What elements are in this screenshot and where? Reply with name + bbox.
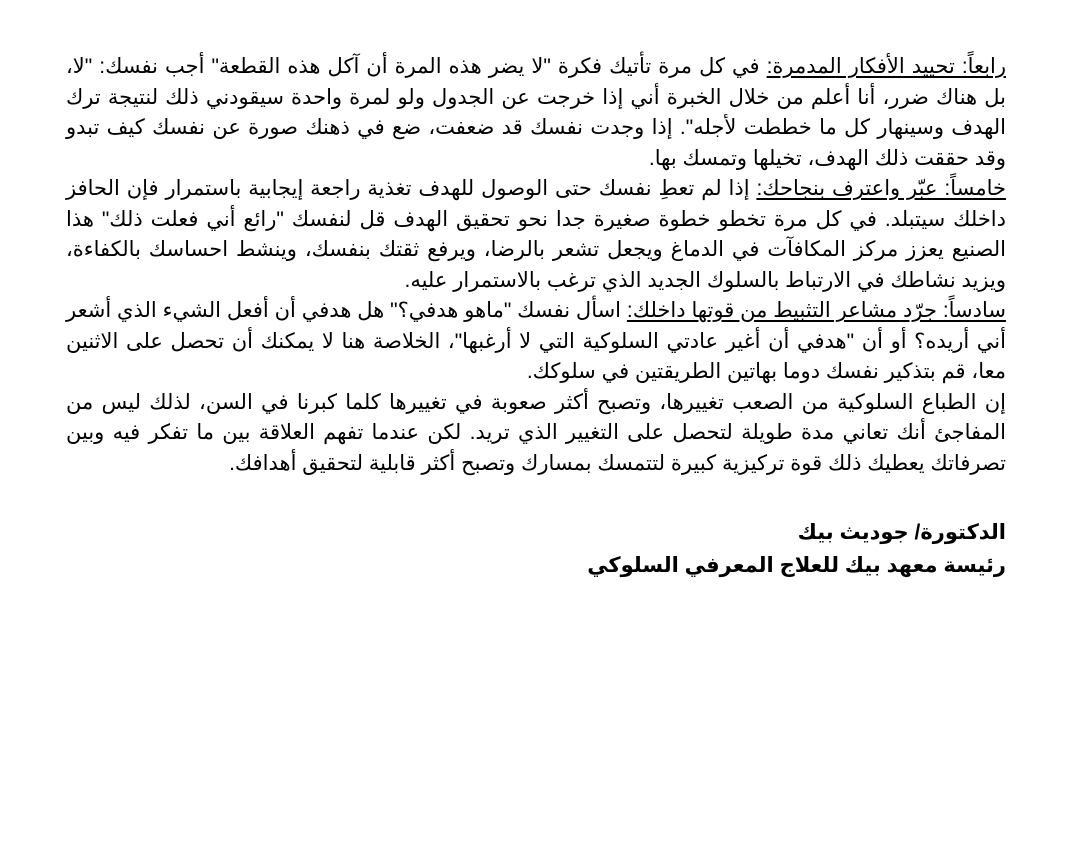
section-text: في كل مرة تأتيك فكرة "لا يضر هذه المرة أن آكل هذه القطعة" أجب نفسك: "لا، بل هناك ضرر، أنا أعلم من خلال الخبرة أني إذا خرجت عن الجدول ولو لمرة واحدة سيقودني ذلك لنتيجة ترك الهدف وسينهار كل ما خططت لأجله". إذا وجدت نفسك قد ضعفت، ضع في ذهنك صورة عن نفسك كيف تبدو وقد حققت ذلك الهدف، تخيلها وتمسك بها.	[66, 55, 1006, 170]
section-text: إذا لم تعطِ نفسك حتى الوصول للهدف تغذية راجعة إيجابية باستمرار فإن الحافز داخلك سيتبلد. في كل مرة تخطو خطوة صغيرة جدا نحو تحقيق الهدف قل لنفسك "رائع أني فعلت ذلك" هذا الصنيع يعزز مركز المكافآت في الدماغ ويجعل تشعر بالرضا، ويرفع ثقتك بنفسك، وينشط احساسك بالكفاءة، ويزيد نشاطك في الارتباط بالسلوك الجديد الذي ترغب بالاستمرار عليه.	[66, 177, 1006, 292]
spacer	[66, 479, 1006, 516]
section-heading: رابعاً: تحييد الأفكار المدمرة:	[766, 55, 1007, 78]
section-text: اسأل نفسك "ماهو هدفي؟" هل هدفي أن أفعل الشيء الذي أشعر أني أريده؟ أو أن "هدفي أن أغير عادتي السلوكية التي لا أرغبها"، الخلاصة هنا لا يمكنك أن تحصل على الاثنين معا، قم بتذكير نفسك دوما بهاتين الطريقتين في سلوكك.	[66, 299, 1006, 383]
section-heading: سادساً: جرّد مشاعر التثبيط من قوتها داخلك:	[626, 299, 1006, 322]
section-heading: خامساً: عبّر واعترف بنجاحك:	[756, 177, 1006, 200]
closing-paragraph: إن الطباع السلوكية من الصعب تغييرها، وتصبح أكثر صعوبة في تغييرها كلما كبرنا في السن، لذلك ليس من المفاجئ أنك تعاني مدة طويلة لتحصل على التغيير الذي تريد. لكن عندما تفهم العلاقة بين ما تفكر فيه وبين تصرفاتك يعطيك ذلك قوة تركيزية كبيرة لتتمسك بمسارك وتصبح أكثر قابلية لتحقيق أهدافك.	[66, 390, 1006, 475]
section-fourth	[66, 52, 1006, 174]
signature-name: الدكتورة/ جوديث بيك	[797, 521, 1006, 544]
document-page	[66, 52, 1006, 582]
section-fifth	[66, 174, 1006, 296]
signature-title: رئيسة معهد بيك للعلاج المعرفي السلوكي	[587, 554, 1006, 577]
section-sixth	[66, 296, 1006, 388]
